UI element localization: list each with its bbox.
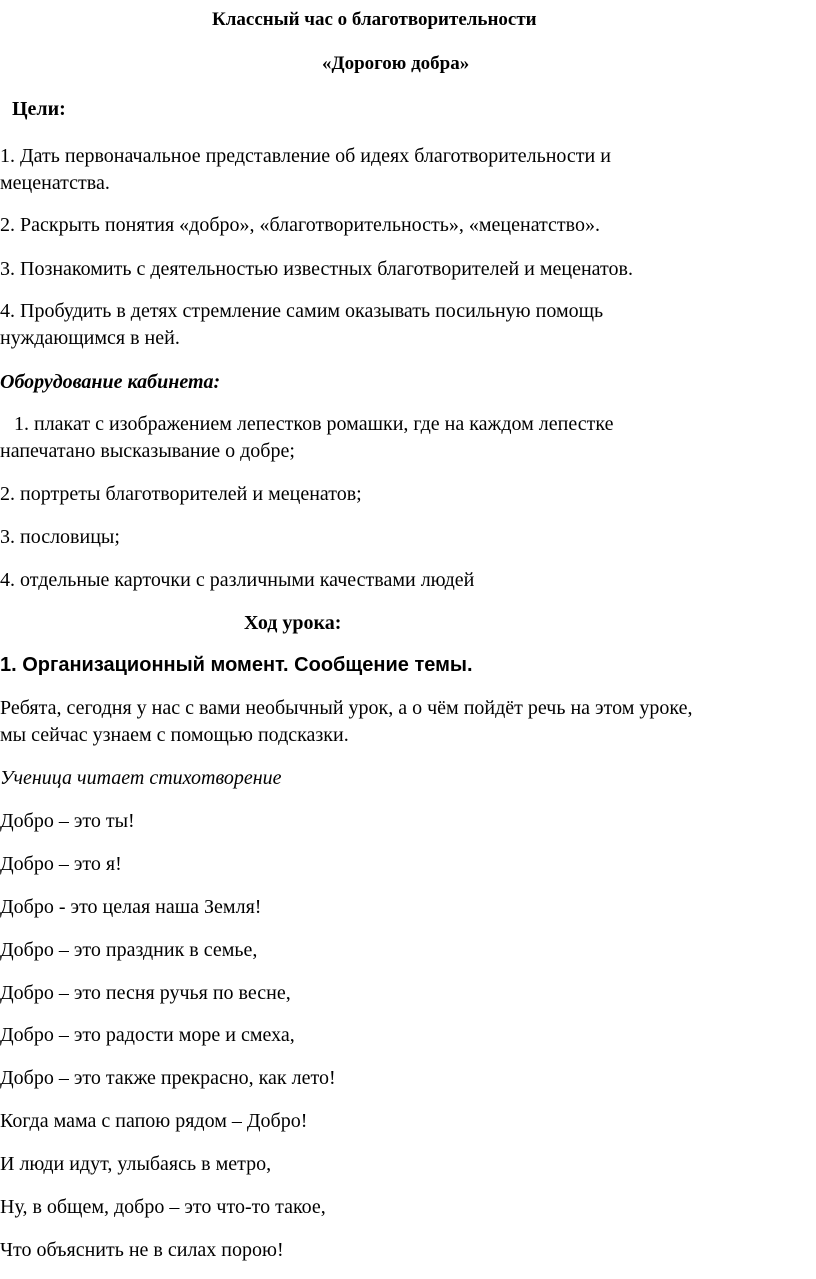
poem-note: Ученица читает стихотворение (0, 767, 282, 789)
poem-line: Добро – это праздник в семье, (0, 939, 258, 961)
goal-line: 2. Раскрыть понятия «добро», «благотворительность», «меценатство». (0, 214, 600, 236)
document-title: Классный час о благотворительности (212, 9, 537, 30)
document-subtitle: «Дорогою добра» (322, 53, 470, 74)
goal-line: меценатства. (0, 172, 110, 194)
goal-line: 3. Познакомить с деятельностью известных благотворителей и меценатов. (0, 258, 633, 280)
poem-line: Добро – это песня ручья по весне, (0, 982, 291, 1004)
poem-line: Добро - это целая наша Земля! (0, 896, 262, 918)
equipment-line: напечатано высказывание о добре; (0, 440, 295, 462)
equipment-line: 1. плакат с изображением лепестков ромашки, где на каждом лепестке (14, 413, 614, 435)
poem-line: Добро – это ты! (0, 810, 135, 832)
poem-line: Что объяснить не в силах порою! (0, 1239, 284, 1261)
poem-line: Добро – это радости море и смеха, (0, 1024, 295, 1046)
poem-line: И люди идут, улыбаясь в метро, (0, 1153, 272, 1175)
poem-line: Добро – это я! (0, 853, 122, 875)
poem-line: Ну, в общем, добро – это что-то такое, (0, 1196, 326, 1218)
intro-line: Ребята, сегодня у нас с вами необычный урок, а о чём пойдёт речь на этом уроке, (0, 697, 693, 719)
goal-line: 1. Дать первоначальное представление об идеях благотворительности и (0, 145, 611, 167)
poem-line: Добро – это также прекрасно, как лето! (0, 1067, 336, 1089)
section1-heading: 1. Организационный момент. Сообщение темы. (0, 654, 473, 676)
goals-heading: Цели: (12, 98, 66, 120)
equipment-line: 2. портреты благотворителей и меценатов; (0, 483, 362, 505)
intro-line: мы сейчас узнаем с помощью подсказки. (0, 724, 349, 746)
equipment-heading: Оборудование кабинета: (0, 371, 221, 393)
lesson-heading: Ход урока: (244, 612, 342, 634)
goal-line: нуждающимся в ней. (0, 327, 180, 349)
goal-line: 4. Пробудить в детях стремление самим оказывать посильную помощь (0, 300, 604, 322)
equipment-line: 3. пословицы; (0, 526, 120, 548)
poem-line: Когда мама с папою рядом – Добро! (0, 1110, 308, 1132)
equipment-line: 4. отдельные карточки с различными качествами людей (0, 569, 475, 591)
